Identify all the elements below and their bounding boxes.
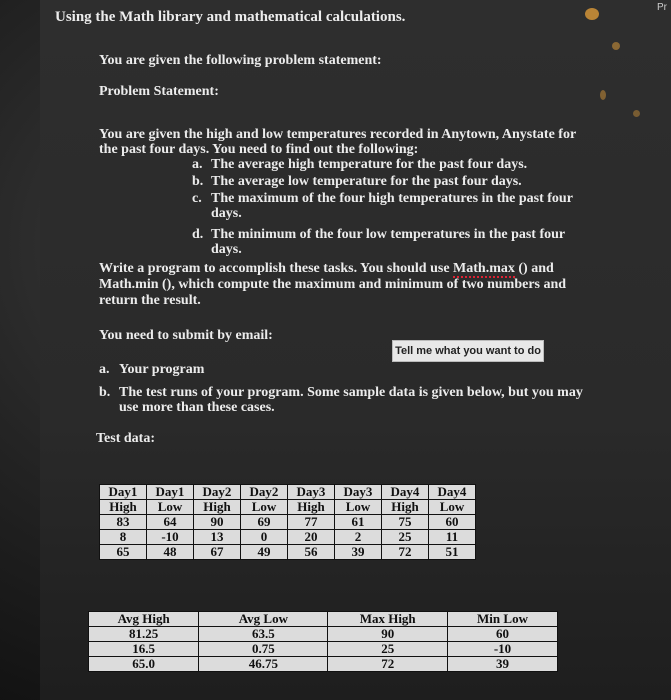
table-header-row <box>100 500 476 515</box>
task-text: The maximum of the four high temperatures in the past four <box>211 191 573 206</box>
table-cell: 69 <box>241 515 288 530</box>
table-cell: 75 <box>382 515 429 530</box>
problem-label: Problem Statement: <box>99 84 219 99</box>
header-cell: Day3 <box>335 485 382 500</box>
header-cell: Low <box>335 500 382 515</box>
task-text: days. <box>211 206 242 221</box>
task-text: The average low temperature for the past four days. <box>211 174 522 189</box>
light-blob <box>585 8 599 20</box>
table-cell: 65.0 <box>89 657 199 672</box>
header-cell: Avg High <box>89 612 199 627</box>
task-text: days. <box>211 242 242 257</box>
header-cell: Max High <box>328 612 448 627</box>
instruction-pre: Write a program to accomplish these tasks. You should use <box>99 261 454 276</box>
table-cell: 25 <box>328 642 448 657</box>
statement-line: the past four days. You need to find out the following: <box>99 142 419 157</box>
light-blob <box>600 90 606 100</box>
table-cell: 51 <box>429 545 476 560</box>
table-cell: 72 <box>328 657 448 672</box>
header-cell: Day1 <box>100 485 147 500</box>
table-cell: 39 <box>447 657 557 672</box>
statement-line: You are given the high and low temperatures recorded in Anytown, Anystate for <box>99 127 577 142</box>
header-cell: Low <box>147 500 194 515</box>
table-cell: 2 <box>335 530 382 545</box>
header-cell: High <box>100 500 147 515</box>
edge-text: Pr <box>657 2 667 13</box>
task-marker: b. <box>192 174 204 189</box>
table-cell: 64 <box>147 515 194 530</box>
header-cell: Day4 <box>429 485 476 500</box>
table-cell: 46.75 <box>199 657 328 672</box>
submit-label: You need to submit by email: <box>99 328 273 343</box>
table-cell: 0.75 <box>199 642 328 657</box>
table-cell: 13 <box>194 530 241 545</box>
header-cell: Day4 <box>382 485 429 500</box>
table-cell: 39 <box>335 545 382 560</box>
table-cell: 0 <box>241 530 288 545</box>
intro-text: You are given the following problem statement: <box>99 53 382 68</box>
table-cell: 49 <box>241 545 288 560</box>
table-cell: 65 <box>100 545 147 560</box>
light-blob <box>633 110 640 117</box>
table-cell: 16.5 <box>89 642 199 657</box>
instruction-line <box>99 261 554 277</box>
table-cell: 81.25 <box>89 627 199 642</box>
math-max-code: Math.max <box>453 261 515 276</box>
table-header-row <box>89 612 558 627</box>
table-cell: 83 <box>100 515 147 530</box>
table-cell: 61 <box>335 515 382 530</box>
test-data-label: Test data: <box>96 431 155 446</box>
submit-item: The test runs of your program. Some sample data is given below, but you may <box>119 385 583 400</box>
header-cell: High <box>194 500 241 515</box>
table-cell: 20 <box>288 530 335 545</box>
submit-marker: b. <box>99 385 111 400</box>
table-cell: 90 <box>194 515 241 530</box>
table-cell: 63.5 <box>199 627 328 642</box>
table-row <box>100 515 476 530</box>
table-cell: -10 <box>447 642 557 657</box>
instruction-post: () and <box>514 261 554 276</box>
temperature-table <box>99 484 476 560</box>
table-cell: 60 <box>447 627 557 642</box>
header-cell: Low <box>241 500 288 515</box>
submit-item: use more than these cases. <box>119 400 275 415</box>
table-cell: 72 <box>382 545 429 560</box>
light-blob <box>612 42 620 50</box>
table-cell: 77 <box>288 515 335 530</box>
header-cell: High <box>382 500 429 515</box>
submit-marker: a. <box>99 362 110 377</box>
summary-table <box>88 611 558 672</box>
table-cell: -10 <box>147 530 194 545</box>
table-cell: 48 <box>147 545 194 560</box>
header-cell: Min Low <box>447 612 557 627</box>
table-header-row <box>100 485 476 500</box>
table-row <box>89 657 558 672</box>
table-cell: 25 <box>382 530 429 545</box>
task-marker: c. <box>192 191 202 206</box>
table-cell: 56 <box>288 545 335 560</box>
tell-me-search-box[interactable]: Tell me what you want to do <box>392 340 544 362</box>
page-heading: Using the Math library and mathematical calculations. <box>55 9 406 25</box>
header-cell: Day2 <box>194 485 241 500</box>
header-cell: Day2 <box>241 485 288 500</box>
table-cell: 11 <box>429 530 476 545</box>
table-cell: 67 <box>194 545 241 560</box>
header-cell: Day1 <box>147 485 194 500</box>
table-row <box>89 642 558 657</box>
task-text: The minimum of the four low temperatures in the past four <box>211 227 566 242</box>
header-cell: Avg Low <box>199 612 328 627</box>
submit-item: Your program <box>119 362 205 377</box>
table-cell: 8 <box>100 530 147 545</box>
task-marker: a. <box>192 157 203 172</box>
header-cell: High <box>288 500 335 515</box>
document-sheet <box>40 0 671 700</box>
table-row <box>100 545 476 560</box>
header-cell: Low <box>429 500 476 515</box>
instruction-line: return the result. <box>99 293 201 308</box>
task-text: The average high temperature for the past four days. <box>211 157 528 172</box>
table-cell: 60 <box>429 515 476 530</box>
table-cell: 90 <box>328 627 448 642</box>
table-row <box>89 627 558 642</box>
task-marker: d. <box>192 227 204 242</box>
instruction-line: Math.min (), which compute the maximum and minimum of two numbers and <box>99 277 567 292</box>
table-row <box>100 530 476 545</box>
header-cell: Day3 <box>288 485 335 500</box>
